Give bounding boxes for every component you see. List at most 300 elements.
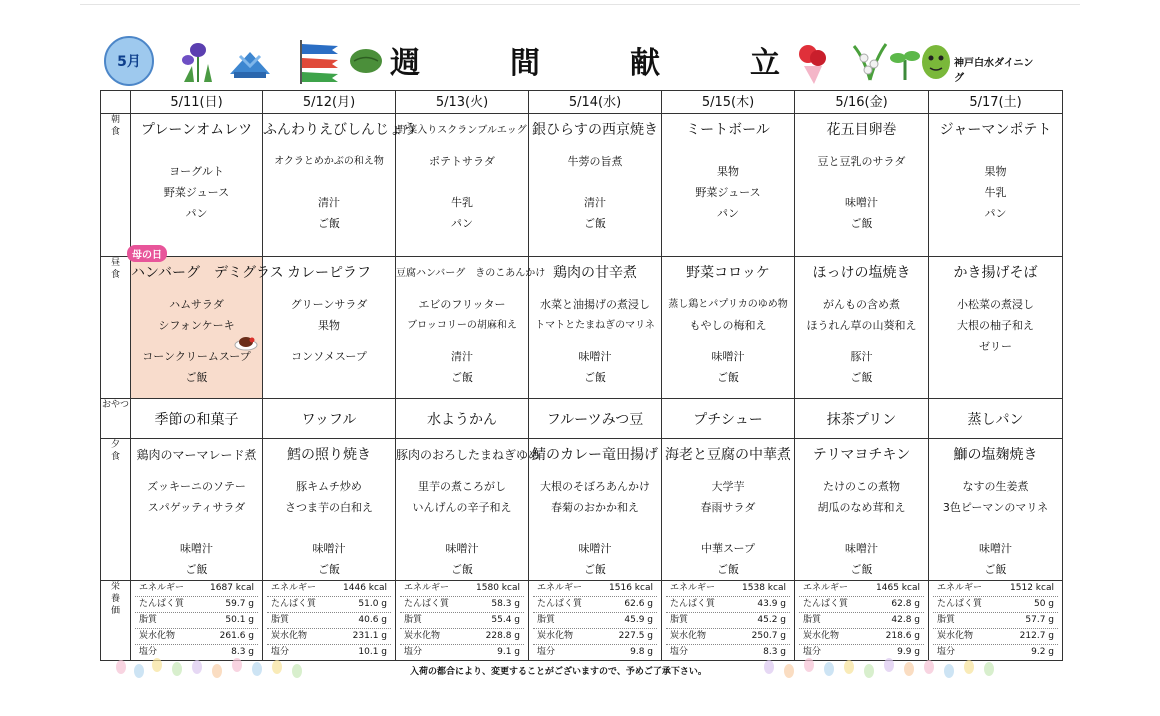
balloon-icon: [252, 662, 262, 676]
nutrition-value-salt: 8.3 g: [763, 647, 786, 657]
menu-item: パン: [984, 207, 1007, 220]
nutrition-value-protein: 50 g: [1033, 599, 1054, 609]
page-title: [390, 38, 780, 82]
menu-item: 味噌汁: [312, 542, 346, 555]
menu-item: 清汁: [451, 350, 473, 363]
menu-item: 小松菜の煮浸し: [957, 298, 1034, 311]
nutrition-value-energy: 1516 kcal: [609, 583, 653, 593]
nutrition-label-energy: エネルギー: [271, 583, 317, 593]
nutrition-value-salt: 9.8 g: [630, 647, 653, 657]
balloon-icon: [844, 660, 854, 674]
menu-item: [396, 518, 528, 528]
breakfast-items: [929, 114, 1062, 224]
nutrition-label-fat: 脂質: [670, 615, 689, 625]
menu-item: 里芋の煮ころがし: [418, 480, 506, 493]
menu-item: [662, 284, 794, 294]
nutrition-label-salt: 塩分: [271, 647, 290, 657]
menu-item: 清汁: [584, 196, 606, 209]
nutrition-energy: [135, 581, 258, 597]
menu-item: ご飯: [984, 563, 1007, 576]
nutrition-label-carb: 炭水化物: [937, 631, 974, 641]
corner-cell: [101, 91, 131, 114]
breakfast-cell: [662, 114, 795, 257]
nutrition-protein: [533, 597, 657, 613]
menu-item: 果物: [984, 165, 1007, 178]
menu-item: ご飯: [318, 563, 340, 576]
character-icon: [920, 40, 952, 80]
dinner-items: [929, 439, 1062, 580]
menu-item: 味噌汁: [180, 542, 213, 555]
kashiwa-mochi-icon: [348, 46, 384, 76]
breakfast-row: [101, 114, 1063, 257]
menu-item: [396, 182, 528, 192]
dinner-items: [263, 439, 395, 580]
menu-item: 味噌汁: [445, 542, 479, 555]
day-header: 5/13(火): [396, 91, 529, 114]
snack-cell: 蒸しパン: [929, 399, 1063, 439]
dinner-cell: [529, 439, 662, 581]
nutrition-carb: [267, 629, 391, 645]
breakfast-label: 朝 食: [101, 114, 131, 257]
menu-item: ご飯: [451, 371, 473, 384]
nutrition-label-protein: たんぱく質: [271, 599, 317, 609]
day-header: 5/17(土): [929, 91, 1063, 114]
snack-cell: フルーツみつ豆: [529, 399, 662, 439]
lunch-cell: [396, 257, 546, 399]
menu-item: 味噌汁: [845, 196, 878, 209]
menu-item: 味噌汁: [711, 350, 745, 363]
nutrition-value-fat: 42.8 g: [891, 615, 920, 625]
main-dish: 鯖のカレー竜田揚げ: [532, 447, 658, 463]
nutrition-value-fat: 45.2 g: [757, 615, 786, 625]
main-dish: テリマヨチキン: [812, 447, 911, 463]
menu-item: 3色ピーマンのマリネ: [942, 501, 1049, 514]
menu-item: ヨーグルト: [169, 165, 224, 178]
nutrition-value-protein: 51.0 g: [358, 599, 387, 609]
nutrition-label-energy: エネルギー: [139, 583, 185, 593]
breakfast-items: [131, 114, 262, 224]
menu-item: ポテトサラダ: [429, 155, 495, 168]
menu-item: [795, 528, 928, 538]
menu-item: ズッキーニのソテー: [147, 480, 246, 493]
menu-item: 蒸し鶏とパプリカのゆめ物: [668, 299, 788, 310]
nutrition-value-fat: 50.1 g: [225, 615, 254, 625]
nutrition-value-salt: 8.3 g: [231, 647, 254, 657]
nutrition-label-salt: 塩分: [803, 647, 822, 657]
snack-row: [101, 399, 1063, 439]
lunch-cell: [529, 257, 662, 399]
nutrition-value-salt: 9.1 g: [497, 647, 520, 657]
menu-item: ご飯: [584, 563, 606, 576]
main-dish: かき揚げそば: [953, 265, 1038, 281]
main-dish: 豚肉のおろしたまねぎゆめ: [396, 448, 541, 462]
menu-item: [396, 528, 528, 538]
balloon-icon: [272, 660, 282, 674]
nutrition-label-carb: 炭水化物: [537, 631, 574, 641]
nutrition-label-fat: 脂質: [537, 615, 556, 625]
nutrition-value-protein: 62.8 g: [891, 599, 920, 609]
menu-item: コーンクリームスープ: [142, 350, 251, 363]
menu-item: いんげんの辛子和え: [412, 501, 512, 514]
main-dish: 鶏肉の甘辛煮: [553, 265, 637, 281]
main-dish: 鶏肉のマーマレード煮: [136, 448, 257, 462]
nutrition-value-energy: 1512 kcal: [1010, 583, 1054, 593]
main-dish: 銀ひらすの西京焼き: [532, 122, 658, 138]
nutrition-cell: [131, 581, 263, 661]
nutrition-protein: [267, 597, 391, 613]
menu-item: ご飯: [850, 563, 873, 576]
nutrition-energy: [267, 581, 391, 597]
nutrition-carb: [799, 629, 924, 645]
day-header: 5/15(木): [662, 91, 795, 114]
balloon-icon: [944, 664, 954, 678]
menu-item: [263, 466, 395, 476]
menu-item: 大根のそぼろあんかけ: [540, 480, 650, 493]
menu-item: [795, 284, 928, 294]
dinner-cell: [662, 439, 795, 581]
menu-item: [529, 141, 661, 151]
main-dish: ハンバーグ デミグラス: [131, 265, 284, 281]
menu-item: [795, 141, 928, 151]
nutrition-value-salt: 10.1 g: [358, 647, 387, 657]
menu-item: 大学芋: [711, 480, 745, 493]
menu-item: [929, 284, 1062, 294]
nutrition-cell: [396, 581, 529, 661]
lunch-items: [662, 257, 794, 388]
menu-item: [929, 141, 1062, 151]
nutrition-value-carb: 212.7 g: [1019, 631, 1054, 641]
sprout-icon: [890, 44, 920, 80]
nutrition-fat: [533, 613, 657, 629]
menu-item: 牛乳: [984, 186, 1007, 199]
main-dish: ほっけの塩焼き: [812, 265, 911, 281]
menu-item: ご飯: [850, 217, 873, 230]
nutrition-carb: [400, 629, 524, 645]
menu-item: [263, 336, 395, 346]
menu-item: コンソメスープ: [291, 350, 367, 363]
nutrition-fat: [400, 613, 524, 629]
main-dish: 鰤の塩麹焼き: [953, 447, 1038, 463]
dinner-items: [131, 439, 262, 580]
nutrition-value-fat: 40.6 g: [358, 615, 387, 625]
menu-item: 果物: [318, 319, 340, 332]
nutrition-fat: [933, 613, 1058, 629]
nutrition-label-salt: 塩分: [404, 647, 423, 657]
main-dish: 鱈の照り焼き: [287, 447, 371, 463]
balloon-icon: [924, 660, 934, 674]
menu-item: [795, 336, 928, 346]
snack-cell: 抹茶プリン: [795, 399, 929, 439]
snack-label: おやつ: [101, 399, 131, 439]
nutrition-label-energy: エネルギー: [803, 583, 849, 593]
menu-item: [662, 336, 794, 346]
nutrition-value-energy: 1687 kcal: [210, 583, 254, 593]
menu-item: 味噌汁: [845, 542, 878, 555]
nutrition-value-carb: 250.7 g: [751, 631, 786, 641]
lunch-cell: [662, 257, 795, 399]
nutrition-value-salt: 9.9 g: [897, 647, 920, 657]
lunch-row: [101, 257, 1063, 399]
menu-item: トマトとたまねぎのマリネ: [535, 320, 655, 331]
lunch-items: [263, 257, 395, 377]
mothers-day-badge: 母の日: [127, 245, 167, 262]
menu-item: [529, 518, 661, 528]
nutrition-value-fat: 57.7 g: [1025, 615, 1054, 625]
koinobori-icon: [298, 40, 342, 84]
nutrition-energy: [666, 581, 790, 597]
menu-item: [396, 284, 528, 294]
menu-item: ブロッコリーの胡麻和え: [407, 320, 517, 331]
menu-item: [131, 284, 262, 294]
menu-item: ご飯: [584, 371, 606, 384]
menu-item: [131, 151, 262, 161]
nutrition-value-carb: 261.6 g: [219, 631, 254, 641]
nutrition-label-fat: 脂質: [803, 615, 822, 625]
day-header: 5/11(日): [131, 91, 263, 114]
nutrition-label: 栄 養 価: [101, 581, 131, 661]
day-header: 5/16(金): [795, 91, 929, 114]
menu-item: [396, 336, 528, 346]
menu-item: [263, 518, 395, 528]
menu-item: ご飯: [318, 217, 340, 230]
nutrition-label-energy: エネルギー: [937, 583, 983, 593]
nutrition-value-energy: 1580 kcal: [476, 583, 520, 593]
dinner-items: [662, 439, 794, 580]
nutrition-label-protein: たんぱく質: [404, 599, 450, 609]
menu-item: 味噌汁: [578, 350, 612, 363]
main-dish: 花五目卵巻: [826, 122, 897, 138]
menu-item: 味噌汁: [979, 542, 1012, 555]
menu-item: ご飯: [584, 217, 606, 230]
nutrition-label-protein: たんぱく質: [937, 599, 983, 609]
nutrition-value-carb: 218.6 g: [885, 631, 920, 641]
breakfast-items: [396, 114, 528, 234]
nutrition-label-energy: エネルギー: [537, 583, 583, 593]
breakfast-cell: [929, 114, 1063, 257]
balloon-icon: [964, 660, 974, 674]
title-char: 献: [630, 46, 660, 81]
nutrition-label-protein: たんぱく質: [803, 599, 849, 609]
menu-item: 果物: [717, 165, 739, 178]
menu-item: 胡瓜のなめ茸和え: [817, 501, 906, 514]
main-dish: 野菜入りスクランブルエッグ: [397, 125, 527, 136]
breakfast-items: [529, 114, 661, 234]
menu-item: もやしの梅和え: [689, 319, 767, 332]
lunch-cell: [795, 257, 929, 399]
menu-item: [529, 466, 661, 476]
menu-item: [929, 528, 1062, 538]
nutrition-fat: [135, 613, 258, 629]
balloon-icon: [984, 662, 994, 676]
header: [100, 30, 1040, 90]
nutrition-value-salt: 9.2 g: [1031, 647, 1054, 657]
nutrition-label-carb: 炭水化物: [404, 631, 441, 641]
breakfast-cell: [131, 114, 263, 257]
menu-item: [795, 182, 928, 192]
menu-item: ご飯: [185, 371, 208, 384]
menu-item: [795, 466, 928, 476]
nutrition-label-fat: 脂質: [139, 615, 158, 625]
breakfast-items: [662, 114, 794, 224]
date-row: [101, 91, 1063, 114]
nutrition-value-fat: 45.9 g: [624, 615, 653, 625]
nutrition-fat: [666, 613, 790, 629]
menu-item: [263, 182, 395, 192]
menu-item: [929, 357, 1062, 367]
menu-item: [662, 528, 794, 538]
balloon-icon: [116, 660, 126, 674]
menu-item: スパゲッティサラダ: [147, 501, 246, 514]
menu-item: [263, 141, 395, 151]
lily-of-valley-icon: [850, 38, 890, 82]
balloon-icon: [292, 664, 302, 678]
dinner-label: 夕 食: [101, 439, 131, 581]
main-dish: ジャーマンポテト: [939, 122, 1052, 138]
nutrition-label-carb: 炭水化物: [139, 631, 176, 641]
dinner-row: [101, 439, 1063, 581]
lunch-items: [529, 257, 661, 388]
nutrition-cell: [929, 581, 1063, 661]
menu-item: グリーンサラダ: [290, 298, 368, 311]
hamburg-steak-icon: [234, 333, 258, 351]
lunch-items: [396, 257, 546, 388]
nutrition-protein: [666, 597, 790, 613]
nutrition-energy: [533, 581, 657, 597]
menu-item: 豚キムチ炒め: [296, 480, 362, 493]
menu-item: [929, 151, 1062, 161]
menu-item: [131, 141, 262, 151]
nutrition-label-salt: 塩分: [537, 647, 556, 657]
day-header: 5/14(水): [529, 91, 662, 114]
menu-item: [662, 518, 794, 528]
menu-item: [662, 151, 794, 161]
nutrition-cell: [263, 581, 396, 661]
nutrition-protein: [933, 597, 1058, 613]
title-char: 週: [390, 46, 420, 81]
menu-item: なすの生姜煮: [962, 480, 1029, 493]
balloon-icon: [152, 658, 162, 672]
main-dish: 野菜コロッケ: [686, 265, 770, 281]
snack-cell: プチシュー: [662, 399, 795, 439]
kabuto-icon: [226, 46, 274, 80]
main-dish: ふんわりえびしんじょう: [263, 122, 417, 138]
nutrition-label-energy: エネルギー: [404, 583, 450, 593]
menu-item: [131, 528, 262, 538]
breakfast-cell: [263, 114, 417, 257]
menu-item: [529, 284, 661, 294]
balloon-icon: [884, 658, 894, 672]
lunch-cell: [929, 257, 1063, 399]
breakfast-cell: [529, 114, 662, 257]
nutrition-value-energy: 1538 kcal: [742, 583, 786, 593]
nutrition-energy: [400, 581, 524, 597]
dinner-cell: [263, 439, 396, 581]
nutrition-cell: [529, 581, 662, 661]
nutrition-fat: [799, 613, 924, 629]
menu-item: [795, 172, 928, 182]
lunch-label: 昼 食: [101, 257, 131, 399]
main-dish: カレーピラフ: [287, 265, 371, 281]
menu-item: さつま芋の白和え: [285, 501, 373, 514]
breakfast-cell: [396, 114, 529, 257]
menu-item: [396, 141, 528, 151]
nutrition-protein: [400, 597, 524, 613]
menu-item: 清汁: [318, 196, 340, 209]
nutrition-value-protein: 59.7 g: [225, 599, 254, 609]
main-dish: 海老と豆腐の中華煮: [665, 447, 791, 463]
menu-item: [929, 466, 1062, 476]
breakfast-items: [795, 114, 928, 234]
nutrition-value-carb: 231.1 g: [352, 631, 387, 641]
menu-item: [396, 172, 528, 182]
dinner-cell: [795, 439, 929, 581]
nutrition-value-fat: 55.4 g: [491, 615, 520, 625]
balloon-icon: [212, 664, 222, 678]
nutrition-carb: [533, 629, 657, 645]
menu-item: [131, 466, 262, 476]
menu-item: 野菜ジュース: [695, 186, 761, 199]
menu-item: [529, 336, 661, 346]
balloon-icon: [764, 660, 774, 674]
nutrition-protein: [135, 597, 258, 613]
nutrition-label-carb: 炭水化物: [670, 631, 707, 641]
menu-item: パン: [717, 207, 739, 220]
nutrition-value-energy: 1465 kcal: [876, 583, 920, 593]
footer: [100, 652, 1040, 686]
dinner-cell: [396, 439, 541, 581]
menu-item: [131, 518, 262, 528]
breakfast-cell: [795, 114, 929, 257]
menu-item: 春菊のおかか和え: [551, 501, 639, 514]
menu-item: [263, 284, 395, 294]
nutrition-label-protein: たんぱく質: [537, 599, 583, 609]
menu-item: [529, 528, 661, 538]
balloon-icon: [134, 664, 144, 678]
menu-item: 味噌汁: [578, 542, 612, 555]
nutrition-cell: [662, 581, 795, 661]
nutrition-value-energy: 1446 kcal: [343, 583, 387, 593]
balloon-icon: [804, 658, 814, 672]
snack-cell: ワッフル: [263, 399, 396, 439]
lunch-cell: [263, 257, 396, 399]
menu-item: パン: [451, 217, 473, 230]
menu-item: [529, 182, 661, 192]
title-char: 間: [510, 46, 540, 81]
menu-item: [263, 528, 395, 538]
dinner-items: [529, 439, 661, 580]
menu-item: [662, 141, 794, 151]
nutrition-carb: [933, 629, 1058, 645]
brand-name: 神戸白水ダイニング: [954, 58, 1034, 84]
nutrition-cell: [795, 581, 929, 661]
breakfast-items: [263, 114, 417, 234]
menu-item: ゼリー: [979, 340, 1012, 353]
nutrition-label-fat: 脂質: [271, 615, 290, 625]
nutrition-carb: [666, 629, 790, 645]
lunch-items: [131, 250, 284, 388]
menu-item: 春雨サラダ: [700, 501, 756, 514]
balloon-icon: [824, 662, 834, 676]
dinner-cell: [929, 439, 1063, 581]
nutrition-energy: [799, 581, 924, 597]
nutrition-label-energy: エネルギー: [670, 583, 716, 593]
menu-item: ご飯: [451, 563, 473, 576]
nutrition-value-protein: 43.9 g: [757, 599, 786, 609]
menu-item: シフォンケーキ: [158, 319, 235, 332]
menu-item: [396, 466, 528, 476]
nutrition-value-carb: 227.5 g: [618, 631, 653, 641]
menu-item: [662, 466, 794, 476]
